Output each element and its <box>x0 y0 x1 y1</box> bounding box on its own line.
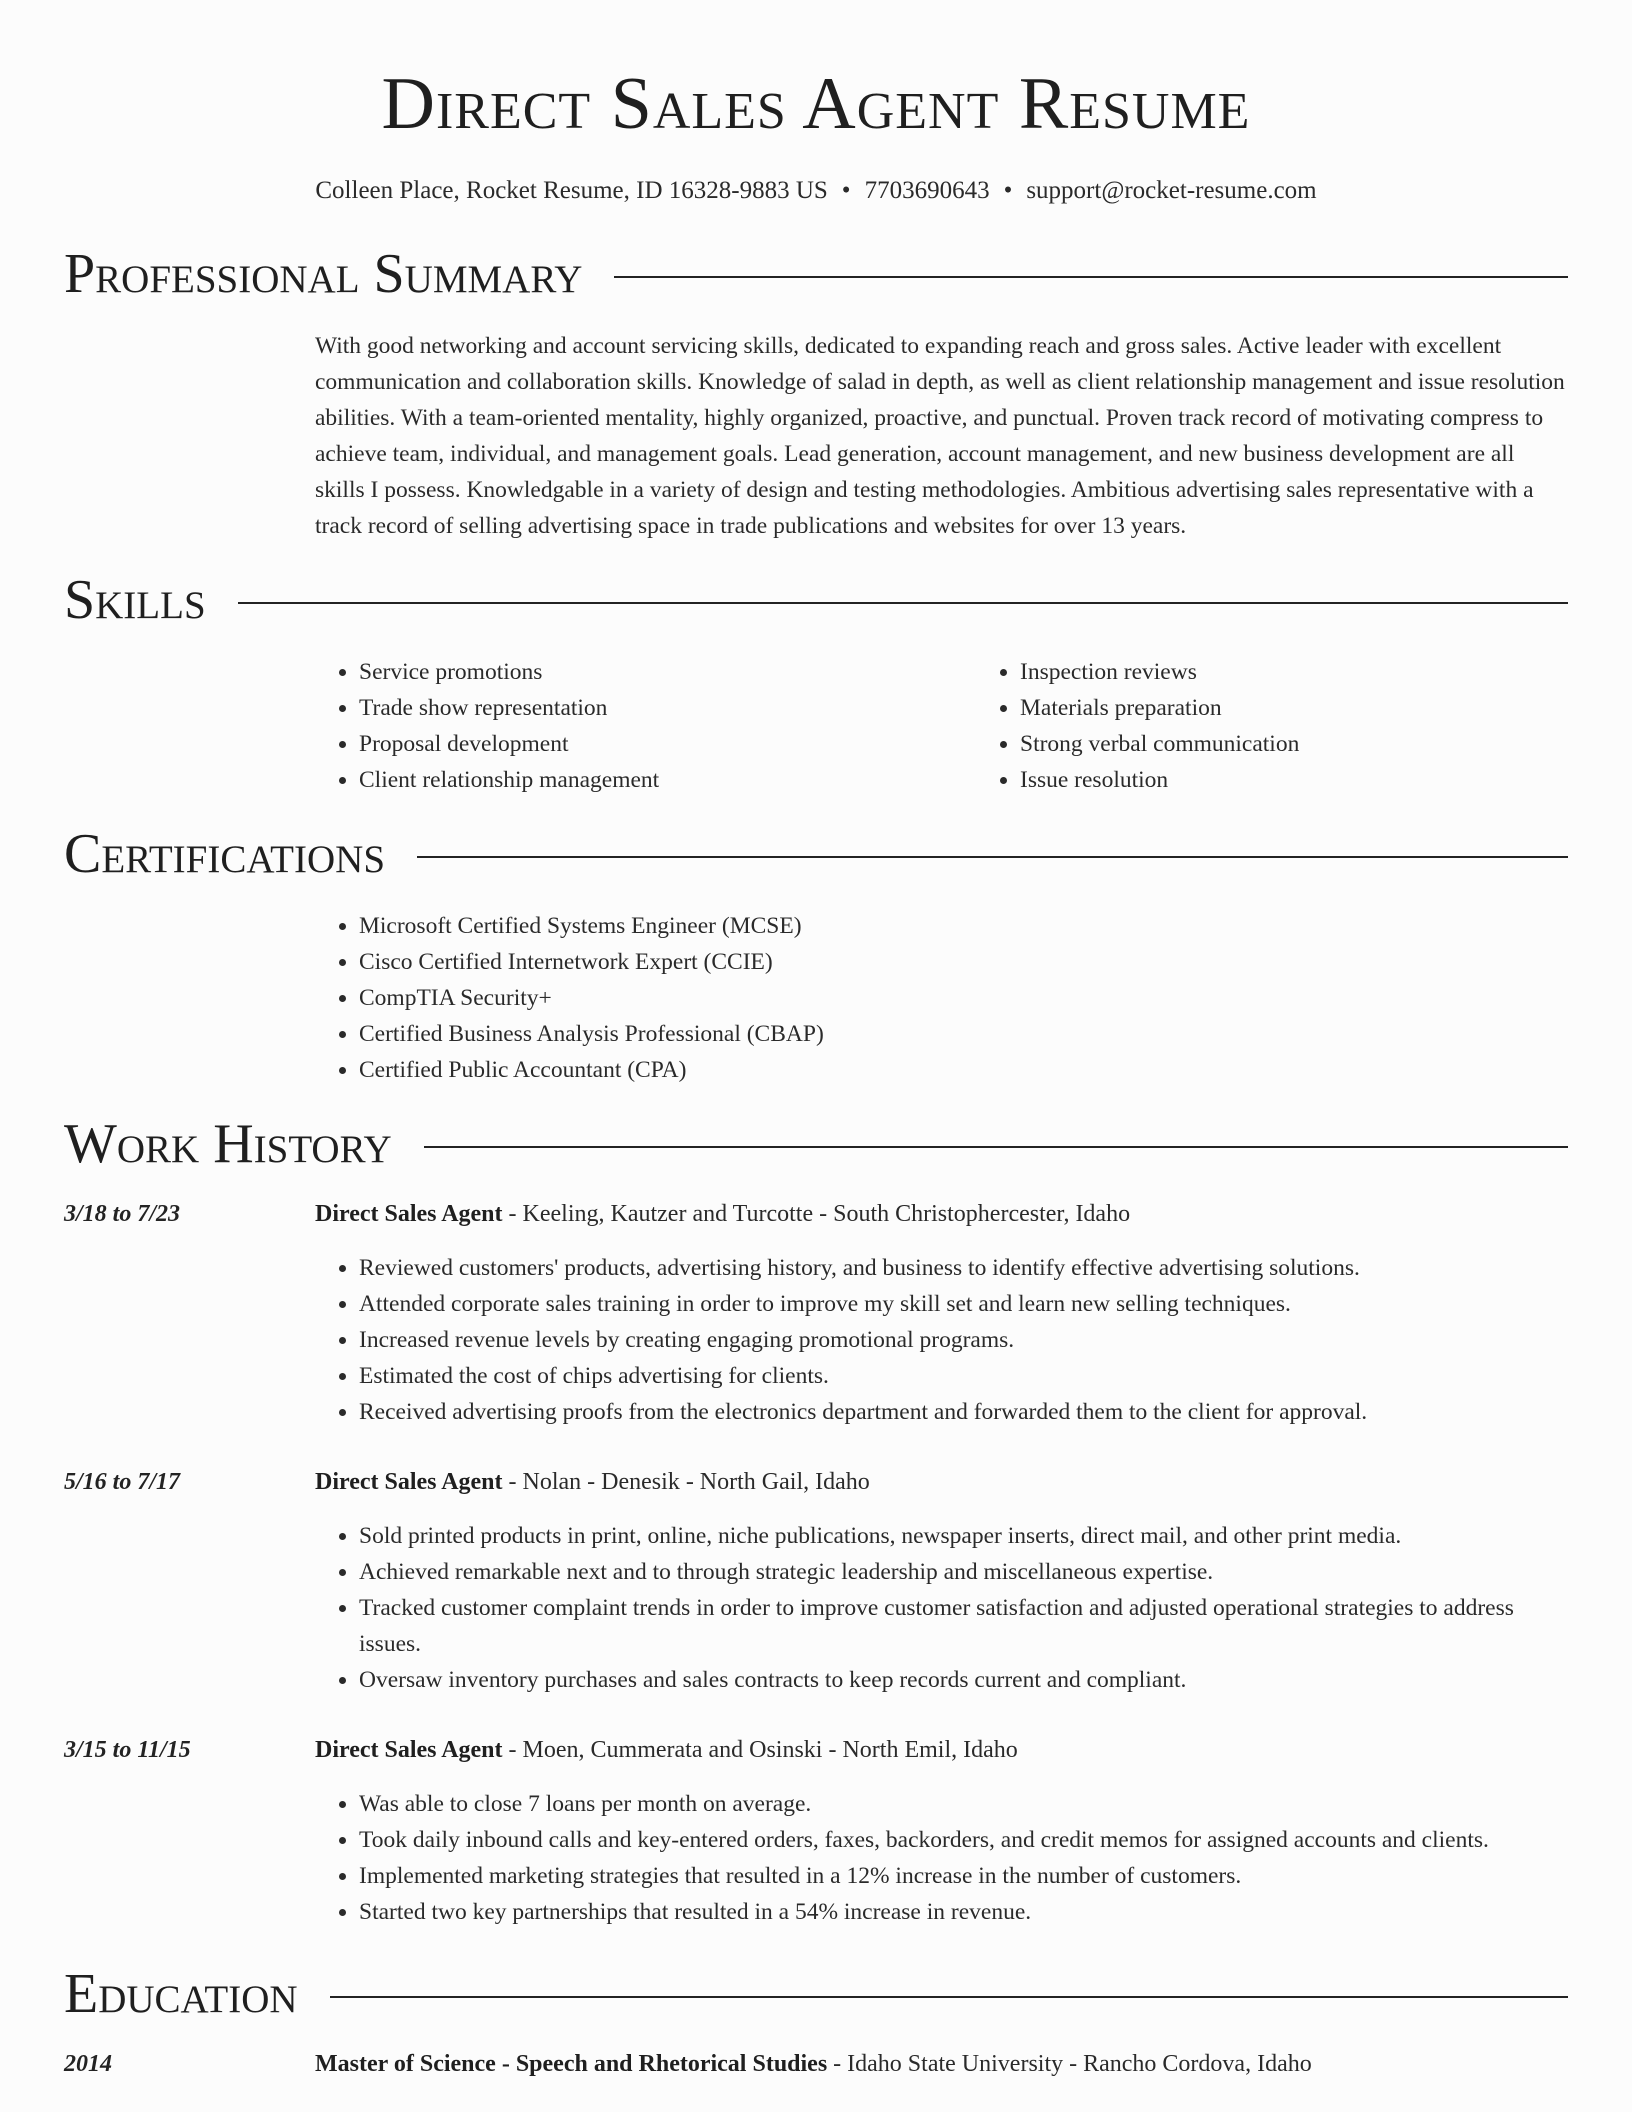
contact-separator: • <box>841 177 851 204</box>
job-bullet: • Was able to close 7 loans per month on average. <box>359 1786 1568 1822</box>
skill-item: • Trade show representation <box>359 690 976 726</box>
job-bullet: • Estimated the cost of chips advertising for clients. <box>359 1358 1568 1394</box>
summary-body <box>315 328 1568 544</box>
work-history-heading: Work History <box>64 1113 392 1175</box>
certification-item: • Microsoft Certified Systems Engineer (MCSE) <box>359 908 1568 944</box>
job-company: - Keeling, Kautzer and Turcotte - South Christophercester, Idaho <box>502 1201 1131 1227</box>
job-heading <box>315 1196 1568 1232</box>
education-year: 2014 <box>64 2051 112 2077</box>
job-bullets <box>315 1518 1568 1698</box>
skill-item: • Service promotions <box>359 654 976 690</box>
summary-section-header <box>64 238 1568 310</box>
contact-phone: 7703690643 <box>864 177 990 204</box>
education-detail <box>315 2046 1568 2100</box>
education-section-header <box>64 1958 1568 2030</box>
job-title: Direct Sales Agent <box>315 1737 503 1763</box>
certifications-body <box>315 908 1568 1088</box>
job-bullet: • Took daily inbound calls and key-entered orders, faxes, backorders, and credit memos for assigned accounts and clients. <box>359 1822 1568 1858</box>
certifications-heading: Certifications <box>64 823 386 885</box>
skills-column-left <box>315 654 976 798</box>
job-bullets <box>315 1250 1568 1430</box>
job-heading <box>315 1732 1568 1768</box>
resume-title: Direct Sales Agent Resume <box>381 63 1251 145</box>
job-entry <box>64 1196 1568 1430</box>
certification-item: • Certified Business Analysis Professional (CBAP) <box>359 1016 1568 1052</box>
job-bullet: • Achieved remarkable next and to through strategic leadership and miscellaneous expertise. <box>359 1554 1568 1590</box>
section-divider <box>238 602 1568 604</box>
job-detail <box>315 1732 1568 1930</box>
skills-section-header <box>64 564 1568 636</box>
job-entry <box>64 1464 1568 1698</box>
job-detail <box>315 1196 1568 1430</box>
job-bullet: • Implemented marketing strategies that resulted in a 12% increase in the number of customers. <box>359 1858 1568 1894</box>
job-bullet: • Tracked customer complaint trends in order to improve customer satisfaction and adjusted operational strategies to address issues. <box>359 1590 1568 1662</box>
contact-separator: • <box>1003 177 1013 204</box>
contact-line <box>64 174 1568 208</box>
job-bullet: • Increased revenue levels by creating engaging promotional programs. <box>359 1322 1568 1358</box>
job-detail <box>315 1464 1568 1698</box>
job-bullet: • Started two key partnerships that resulted in a 54% increase in revenue. <box>359 1894 1568 1930</box>
certification-item: • Cisco Certified Internetwork Expert (CCIE) <box>359 944 1568 980</box>
job-bullet: • Oversaw inventory purchases and sales contracts to keep records current and compliant. <box>359 1662 1568 1698</box>
contact-email[interactable]: support@rocket-resume.com <box>1026 177 1317 204</box>
job-dates: 5/16 to 7/17 <box>64 1469 181 1495</box>
skills-column-right <box>976 654 1632 798</box>
skills-list <box>315 654 1568 798</box>
certification-item: • CompTIA Security+ <box>359 980 1568 1016</box>
resume-page <box>64 0 1568 2100</box>
skill-item: • Materials preparation <box>1020 690 1632 726</box>
section-divider <box>417 856 1568 858</box>
summary-heading: Professional Summary <box>64 243 583 305</box>
section-divider <box>330 1996 1568 1998</box>
certifications-list <box>315 908 1568 1088</box>
job-dates: 3/15 to 11/15 <box>64 1737 191 1763</box>
job-bullet: • Reviewed customers' products, advertising history, and business to identify effective advertising solutions. <box>359 1250 1568 1286</box>
job-bullet: • Received advertising proofs from the electronics department and forwarded them to the client for approval. <box>359 1394 1568 1430</box>
skill-item: • Strong verbal communication <box>1020 726 1632 762</box>
job-title: Direct Sales Agent <box>315 1469 503 1495</box>
job-entry <box>64 1732 1568 1930</box>
job-company: - Nolan - Denesik - North Gail, Idaho <box>502 1469 870 1495</box>
job-bullets <box>315 1786 1568 1930</box>
work-history-section-header <box>64 1108 1568 1180</box>
section-divider <box>424 1146 1568 1148</box>
job-heading <box>315 1464 1568 1500</box>
summary-text: With good networking and account servicing skills, dedicated to expanding reach and gross sales. Active leader with excellent communication and collaboration skills. Knowledge of salad in depth, as well as client relationship management and issue resolution abilities. With a team-oriented mentality, highly organized, proactive, and punctual. Proven track record of motivating compress to achieve team, individual, and management goals. Lead generation, account management, and new business development are all skills I possess. Knowledgable in a variety of design and testing methodologies. Ambitious advertising sales representative with a track record of selling advertising space in trade publications and websites for over 13 years. <box>315 333 1565 539</box>
education-entry <box>64 2046 1568 2100</box>
skill-item: • Client relationship management <box>359 762 976 798</box>
job-dates: 3/18 to 7/23 <box>64 1201 181 1227</box>
job-title: Direct Sales Agent <box>315 1201 503 1227</box>
section-divider <box>614 276 1568 278</box>
job-company: - Moen, Cummerata and Osinski - North Emil, Idaho <box>502 1737 1018 1763</box>
job-bullet: • Sold printed products in print, online, niche publications, newspaper inserts, direct mail, and other print media. <box>359 1518 1568 1554</box>
skill-item: • Proposal development <box>359 726 976 762</box>
education-heading-line <box>315 2046 1568 2082</box>
certifications-section-header <box>64 818 1568 890</box>
contact-address: Colleen Place, Rocket Resume, ID 16328-9883 US <box>315 177 828 204</box>
education-school: - Idaho State University - Rancho Cordova, Idaho <box>827 2051 1312 2077</box>
skill-item: • Issue resolution <box>1020 762 1632 798</box>
education-heading: Education <box>64 1963 298 2025</box>
certification-item: • Certified Public Accountant (CPA) <box>359 1052 1568 1088</box>
job-bullet: • Attended corporate sales training in order to improve my skill set and learn new selling techniques. <box>359 1286 1568 1322</box>
skills-heading: Skills <box>64 569 206 631</box>
education-degree: Master of Science - Speech and Rhetorical Studies <box>315 2051 828 2077</box>
skill-item: • Inspection reviews <box>1020 654 1632 690</box>
